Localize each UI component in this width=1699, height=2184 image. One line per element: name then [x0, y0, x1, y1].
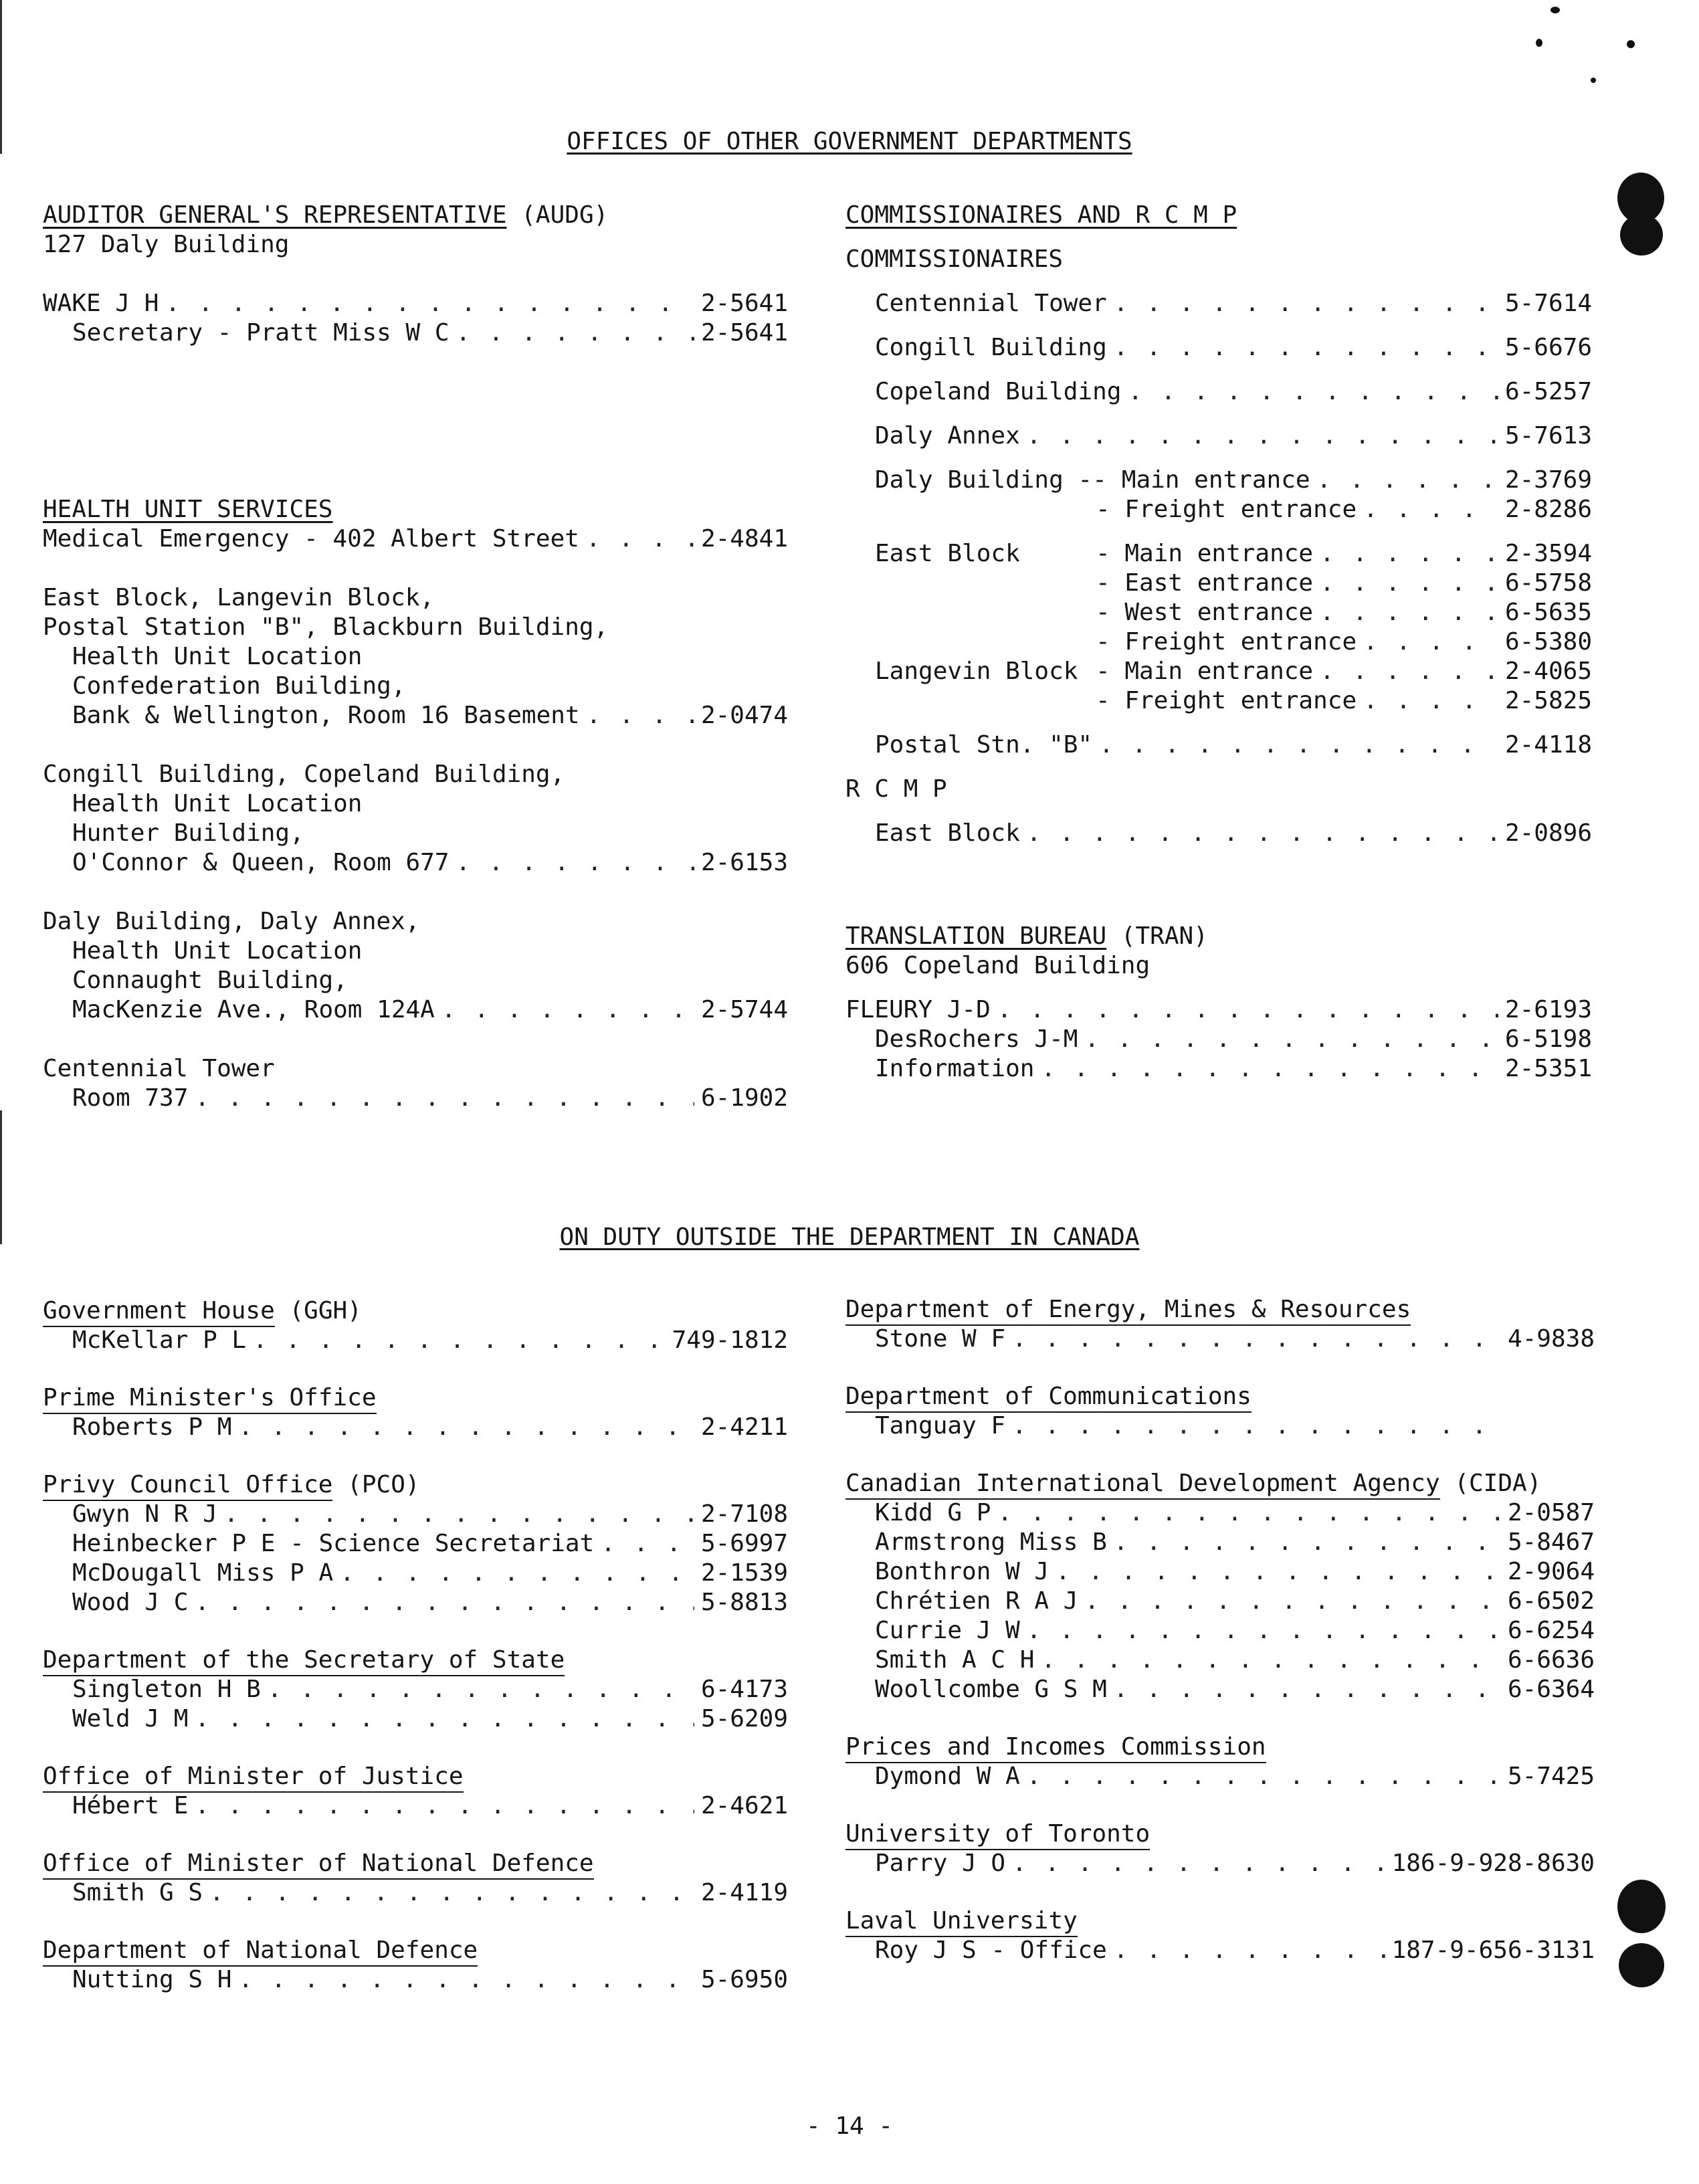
speck-mark — [1536, 39, 1542, 47]
auditor-address: 127 Daly Building — [43, 231, 290, 258]
department-heading: Privy Council Office (PCO) — [43, 1470, 788, 1500]
directory-entry: Bonthron W J . . . 2-9064 — [845, 1557, 1595, 1587]
dot-leader — [195, 1791, 694, 1821]
right-top-column — [845, 201, 1592, 1084]
dot-leader — [209, 1878, 694, 1908]
translation-address: 606 Copeland Building — [845, 952, 1151, 979]
dot-leader — [1027, 1762, 1501, 1791]
directory-entry: WAKE J H . . . 2-5641 — [43, 289, 788, 318]
directory-entry: McDougall Miss P A . . . 2-1539 — [43, 1559, 788, 1588]
directory-entry: Roy J S - Office . . . 187-9-656-3131 — [845, 1936, 1595, 1965]
dot-leader — [1128, 377, 1498, 407]
directory-entry: Chrétien R A J . . . 6-6502 — [845, 1587, 1595, 1616]
directory-entry: Currie J W . . . 6-6254 — [845, 1616, 1595, 1646]
directory-entry: Medical Emergency - 402 Albert Street . . . 2-4841 — [43, 524, 788, 554]
punch-hole-mark — [1619, 1943, 1664, 1987]
directory-entry: Singleton H B . . . 6-4173 — [43, 1675, 788, 1704]
department-heading: Department of Communications — [845, 1382, 1595, 1411]
directory-entry: Stone W F . . . 4-9838 — [845, 1324, 1595, 1354]
dot-leader — [195, 1704, 694, 1734]
directory-entry: Secretary - Pratt Miss W C . . . 2-5641 — [43, 318, 788, 348]
directory-entry: Smith G S . . . 2-4119 — [43, 1878, 788, 1908]
dot-leader — [441, 995, 694, 1025]
directory-entry: Tanguay F . . . — [845, 1411, 1595, 1441]
dot-leader — [997, 1498, 1501, 1528]
dot-leader — [165, 289, 694, 318]
duty-right-column — [845, 1295, 1595, 1965]
dot-leader — [1084, 1587, 1501, 1616]
auditor-heading: AUDITOR GENERAL'S REPRESENTATIVE (AUDG) — [43, 201, 609, 229]
dot-leader — [195, 1588, 694, 1617]
health-location-line: Congill Building, Copeland Building, — [43, 761, 565, 788]
dot-leader — [1041, 1054, 1498, 1084]
department-heading: Office of Minister of Justice — [43, 1762, 788, 1791]
dot-leader — [224, 1500, 694, 1529]
directory-entry: - Freight entrance . . . 2-8286 — [845, 495, 1592, 524]
directory-entry: Langevin Block - Main entrance . . . 2-4065 — [845, 657, 1592, 686]
department-heading: Office of Minister of National Defence — [43, 1849, 788, 1878]
dot-leader — [1027, 819, 1498, 848]
department-heading: Canadian International Development Agency (CIDA) — [845, 1469, 1595, 1498]
dot-leader — [268, 1675, 694, 1704]
directory-entry: East Block . . . 2-0896 — [845, 819, 1592, 848]
directory-entry: Weld J M . . . 5-6209 — [43, 1704, 788, 1734]
left-top-column — [43, 201, 788, 1113]
dot-leader — [1114, 333, 1498, 363]
dot-leader — [340, 1559, 694, 1588]
directory-entry: MacKenzie Ave., Room 124A . . . 2-5744 — [43, 995, 788, 1025]
punch-hole-mark — [1617, 1880, 1666, 1933]
section-heading-other-departments: OFFICES OF OTHER GOVERNMENT DEPARTMENTS — [567, 128, 1132, 155]
dot-leader — [1363, 627, 1498, 657]
commissionaires-heading: COMMISSIONAIRES AND R C M P — [845, 201, 1237, 229]
dot-leader — [238, 1413, 694, 1442]
directory-entry: Wood J C . . . 5-8813 — [43, 1588, 788, 1617]
department-heading: University of Toronto — [845, 1819, 1595, 1849]
directory-entry: Congill Building . . . 5-6676 — [845, 333, 1592, 363]
dot-leader — [1320, 598, 1498, 627]
health-location-line: Hunter Building, — [72, 819, 304, 847]
directory-entry: Daly Annex . . . 5-7613 — [845, 421, 1592, 451]
directory-entry: Dymond W A . . . 5-7425 — [845, 1762, 1595, 1791]
directory-entry: DesRochers J-M . . . 6-5198 — [845, 1025, 1592, 1054]
directory-entry: Centennial Tower . . . 5-7614 — [845, 289, 1592, 318]
duty-left-column — [43, 1296, 788, 1995]
speck-mark — [1551, 7, 1560, 13]
dot-leader — [1114, 1936, 1385, 1965]
directory-entry: East Block - Main entrance . . . 2-3594 — [845, 539, 1592, 569]
section-heading-on-duty: ON DUTY OUTSIDE THE DEPARTMENT IN CANADA — [559, 1223, 1140, 1251]
directory-entry: Heinbecker P E - Science Secretariat . . . 5-6997 — [43, 1529, 788, 1559]
dot-leader — [1320, 539, 1498, 569]
dot-leader — [997, 995, 1498, 1025]
dot-leader — [1320, 657, 1498, 686]
directory-entry: Nutting S H . . . 5-6950 — [43, 1965, 788, 1995]
directory-entry: - Freight entrance . . . 6-5380 — [845, 627, 1592, 657]
dot-leader — [456, 318, 694, 348]
department-heading: Department of Energy, Mines & Resources — [845, 1295, 1595, 1324]
dot-leader — [1084, 1025, 1498, 1054]
dot-leader — [586, 524, 694, 554]
speck-mark — [1591, 78, 1596, 83]
directory-entry: Room 737 . . . 6-1902 — [43, 1084, 788, 1113]
dot-leader — [238, 1965, 694, 1995]
directory-entry: Smith A C H . . . 6-6636 — [845, 1646, 1595, 1675]
directory-entry: Hébert E . . . 2-4621 — [43, 1791, 788, 1821]
punch-hole-mark — [1620, 214, 1663, 256]
dot-leader — [1012, 1849, 1385, 1878]
dot-leader — [195, 1084, 694, 1113]
department-heading: Department of National Defence — [43, 1936, 788, 1965]
health-location-line: Daly Building, Daly Annex, — [43, 908, 420, 935]
directory-entry: Kidd G P . . . 2-0587 — [845, 1498, 1595, 1528]
dot-leader — [1114, 1528, 1501, 1557]
directory-entry: - Freight entrance . . . 2-5825 — [845, 686, 1592, 716]
dot-leader — [587, 701, 694, 730]
dot-leader — [1012, 1324, 1501, 1354]
directory-entry: Armstrong Miss B . . . 5-8467 — [845, 1528, 1595, 1557]
dot-leader — [1056, 1557, 1501, 1587]
health-location-line: Postal Station "B", Blackburn Building, — [43, 613, 609, 641]
directory-entry: FLEURY J-D . . . 2-6193 — [845, 995, 1592, 1025]
dot-leader — [601, 1529, 694, 1559]
directory-entry: Daly Building -- Main entrance . . . 2-3769 — [845, 466, 1592, 495]
directory-entry: Copeland Building . . . 6-5257 — [845, 377, 1592, 407]
dot-leader — [1041, 1646, 1501, 1675]
directory-entry: O'Connor & Queen, Room 677 . . . 2-6153 — [43, 848, 788, 878]
dot-leader — [1114, 1675, 1501, 1704]
translation-heading: TRANSLATION BUREAU (TRAN) — [845, 922, 1208, 950]
dot-leader — [1012, 1411, 1501, 1441]
department-heading: Prices and Incomes Commission — [845, 1732, 1595, 1762]
department-heading: Prime Minister's Office — [43, 1383, 788, 1413]
dot-leader — [253, 1326, 666, 1355]
dot-leader — [1363, 495, 1498, 524]
rcmp-subheading: R C M P — [845, 775, 947, 803]
directory-entry: - East entrance . . . 6-5758 — [845, 569, 1592, 598]
directory-entry: McKellar P L . . . 749-1812 — [43, 1326, 788, 1355]
health-location-line: Health Unit Location — [72, 643, 363, 670]
dot-leader — [1320, 569, 1498, 598]
department-heading: Laval University — [845, 1906, 1595, 1936]
dot-leader — [1317, 466, 1498, 495]
dot-leader — [1027, 1616, 1501, 1646]
department-heading: Department of the Secretary of State — [43, 1646, 788, 1675]
directory-entry: Information . . . 2-5351 — [845, 1054, 1592, 1084]
directory-entry: Roberts P M . . . 2-4211 — [43, 1413, 788, 1442]
health-location-line: East Block, Langevin Block, — [43, 584, 435, 611]
health-location-line: Centennial Tower — [43, 1055, 275, 1082]
directory-entry: Bank & Wellington, Room 16 Basement . . . 2-0474 — [43, 701, 788, 730]
page-number: - 14 - — [805, 2112, 894, 2140]
commissionaires-subheading: COMMISSIONAIRES — [845, 245, 1064, 273]
dot-leader — [1363, 686, 1498, 716]
directory-entry: - West entrance . . . 6-5635 — [845, 598, 1592, 627]
health-location-line: Connaught Building, — [72, 967, 348, 994]
directory-entry: Gwyn N R J . . . 2-7108 — [43, 1500, 788, 1529]
dot-leader — [456, 848, 694, 878]
directory-entry: Parry J O . . . 186-9-928-8630 — [845, 1849, 1595, 1878]
directory-entry: Woollcombe G S M . . . 6-6364 — [845, 1675, 1595, 1704]
speck-mark — [1627, 40, 1635, 48]
health-location-line: Confederation Building, — [72, 672, 406, 700]
department-heading: Government House (GGH) — [43, 1296, 788, 1326]
health-location-line: Health Unit Location — [72, 790, 363, 817]
dot-leader — [1114, 289, 1498, 318]
health-heading: HEALTH UNIT SERVICES — [43, 496, 333, 523]
dot-leader — [1099, 730, 1498, 760]
health-location-line: Health Unit Location — [72, 937, 363, 965]
dot-leader — [1027, 421, 1498, 451]
directory-entry: Postal Stn. "B" . . . 2-4118 — [845, 730, 1592, 760]
